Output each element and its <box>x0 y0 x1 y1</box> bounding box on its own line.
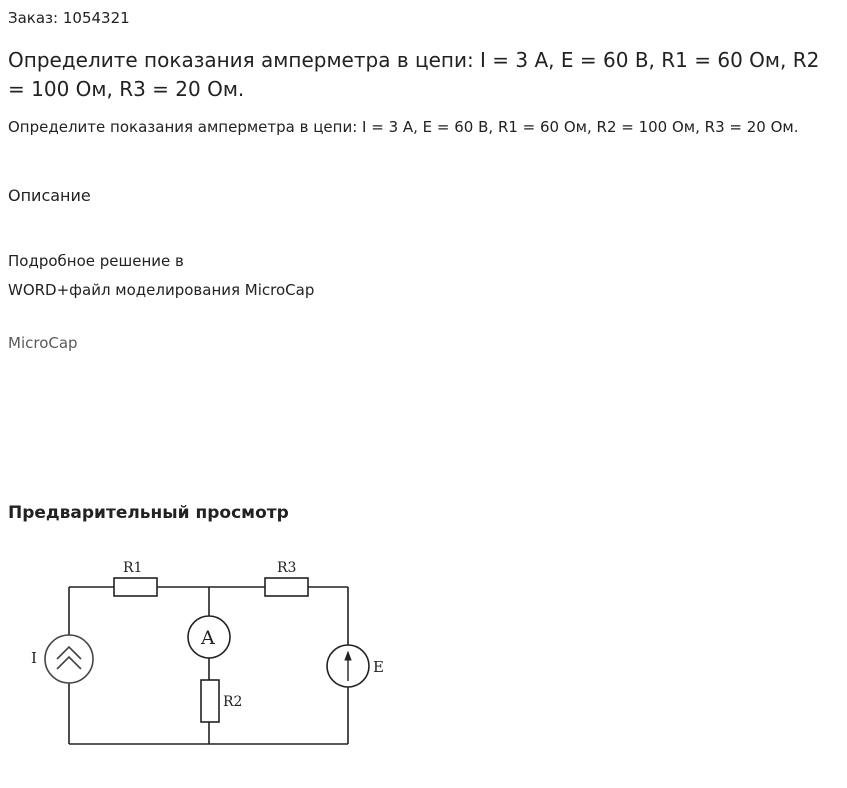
ammeter-label: A <box>201 627 215 649</box>
order-number: Заказ: 1054321 <box>8 9 130 27</box>
current-source-icon <box>45 635 93 683</box>
description-heading: Описание <box>8 186 91 205</box>
circuit-diagram <box>20 548 400 758</box>
description-text <box>8 247 428 305</box>
current-source-label: I <box>31 649 37 667</box>
resistor-r2 <box>201 680 219 722</box>
tag-link-microcap[interactable]: MicroCap <box>8 334 78 352</box>
resistor-r3-label: R3 <box>277 560 297 576</box>
resistor-r1-label: R1 <box>123 560 143 576</box>
preview-heading: Предварительный просмотр <box>8 503 289 523</box>
description-line-2: WORD+файл моделирования MicroCap <box>8 281 315 299</box>
task-title: Определите показания амперметра в цепи: I = 3 А, Е = 60 В, R1 = 60 Ом, R2 = 100 Ом, R3 = 20 Ом. <box>8 48 820 101</box>
task-subtitle: Определите показания амперметра в цепи: I = 3 А, Е = 60 В, R1 = 60 Ом, R2 = 100 Ом, R3 = 20 Ом. <box>8 118 799 136</box>
emf-label: E <box>373 658 384 676</box>
description-line-1: Подробное решение в <box>8 252 184 270</box>
resistor-r3 <box>265 578 308 596</box>
resistor-r1 <box>114 578 157 596</box>
resistor-r2-label: R2 <box>223 694 243 710</box>
